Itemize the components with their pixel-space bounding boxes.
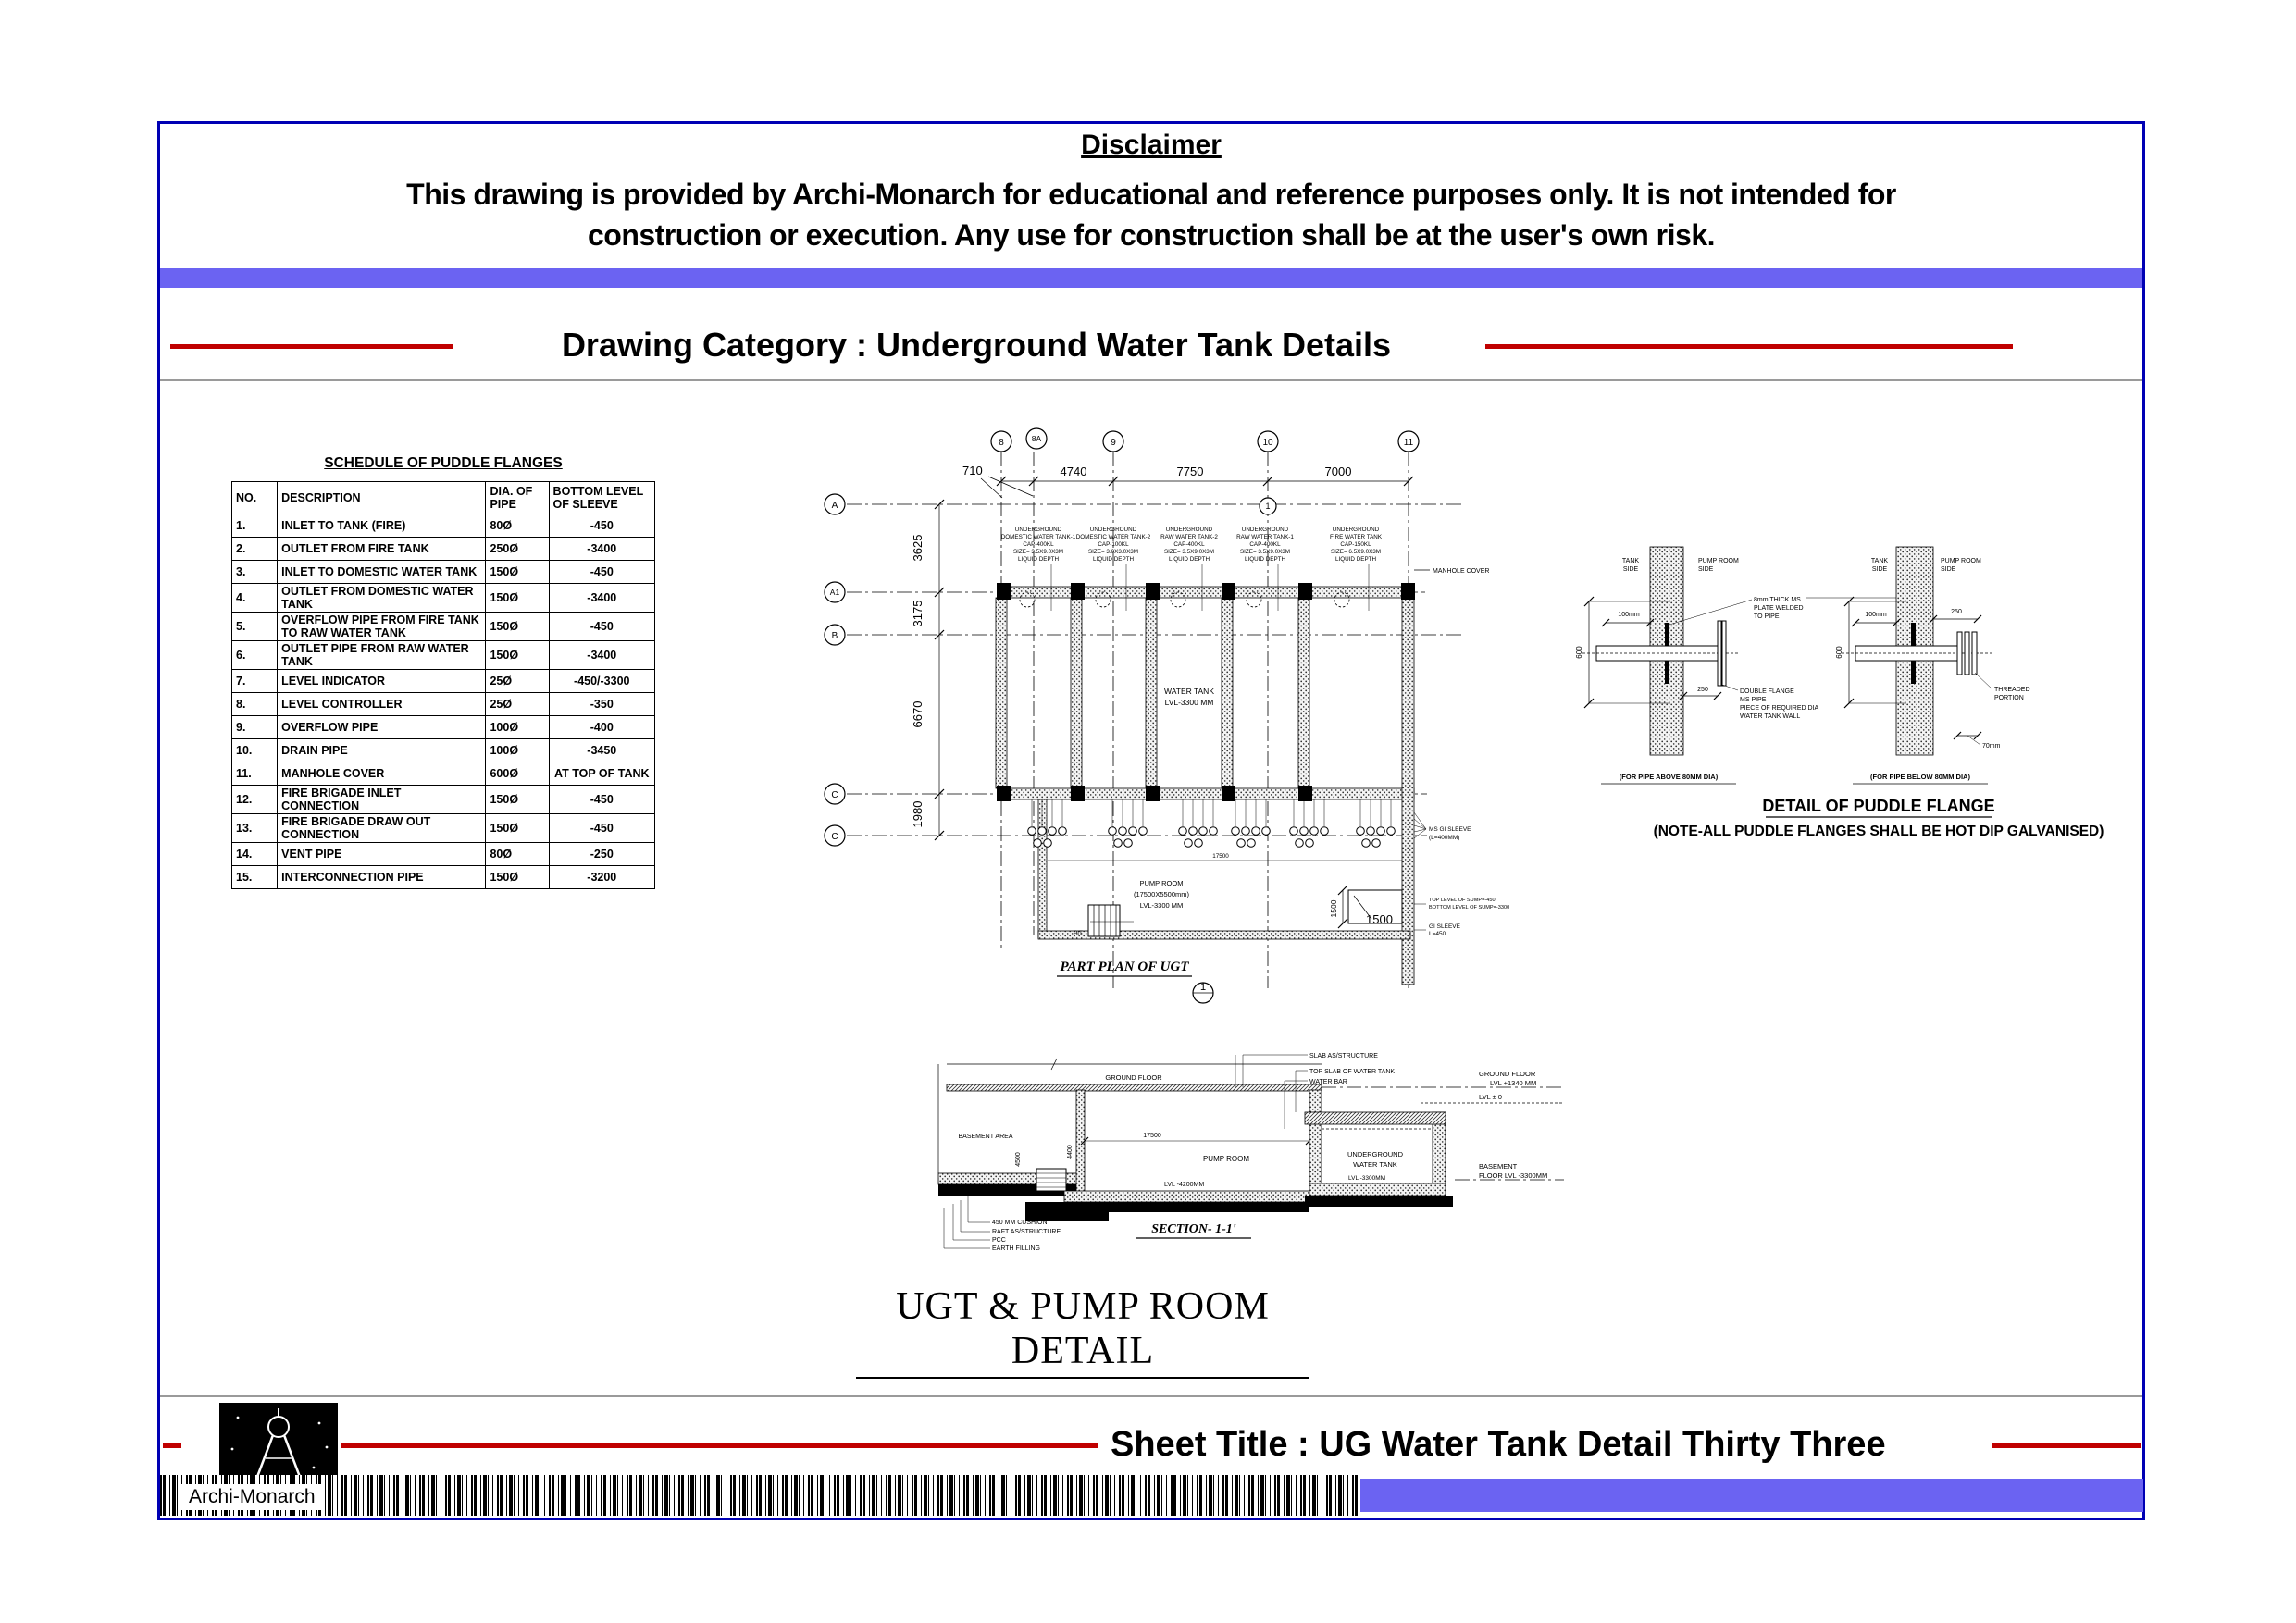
tank-label: RAW WATER TANK-1 (1236, 534, 1294, 540)
basement-area-label: BASEMENT AREA (958, 1134, 1013, 1140)
ug-tank-label: WATER TANK (1353, 1160, 1397, 1169)
schedule-cell: 14. (232, 843, 278, 866)
col-bottom-level: BOTTOM LEVEL OF SLEEVE (549, 482, 654, 514)
dim-250: 250 (1697, 687, 1708, 693)
schedule-cell: -3400 (549, 584, 654, 613)
schedule-cell: 250Ø (486, 538, 549, 561)
tank-label: UNDERGROUND (1332, 527, 1380, 533)
dim-7000: 7000 (1324, 465, 1352, 478)
threaded-portion-label: THREADED (1994, 687, 2030, 693)
schedule-cell: 150Ø (486, 814, 549, 843)
footer-rule-left (341, 1443, 1098, 1448)
tank-label: UNDERGROUND (1014, 527, 1062, 533)
tank-label: UNDERGROUND (1089, 527, 1137, 533)
dim-1500-v: 1500 (1329, 899, 1338, 918)
grid-bubble-label: 9 (1111, 438, 1116, 448)
schedule-row (232, 584, 655, 613)
schedule-cell: 25Ø (486, 670, 549, 693)
schedule-row (232, 786, 655, 814)
pipe-symbol (1139, 827, 1148, 836)
schedule-cell: 150Ø (486, 866, 549, 889)
schedule-cell: 4. (232, 584, 278, 613)
schedule-cell: 150Ø (486, 613, 549, 641)
schedule-cell: 80Ø (486, 843, 549, 866)
schedule-row (232, 716, 655, 739)
water-tank-label: WATER TANK (1164, 687, 1214, 696)
plate-note: 8mm THICK MS (1754, 597, 1801, 603)
pipe-symbol (1290, 827, 1298, 836)
schedule-cell: -3400 (549, 538, 654, 561)
slab-structure-label: SLAB AS/STRUCTURE (1309, 1053, 1378, 1059)
pipe-symbol (1237, 839, 1246, 848)
pipe-symbol (1179, 827, 1187, 836)
schedule-cell: 150Ø (486, 641, 549, 670)
schedule-cell: OUTLET FROM FIRE TANK (278, 538, 486, 561)
schedule-cell: -450 (549, 561, 654, 584)
plan-caption: PART PLAN OF UGT (1060, 960, 1189, 974)
grid-bubble-label: B (831, 631, 838, 641)
schedule-cell: 7. (232, 670, 278, 693)
pipe-symbol (1296, 839, 1304, 848)
tank-label: CAP-400KL (1023, 541, 1054, 548)
disclaimer-line2: construction or execution. Any use for construction shall be at the user's own risk. (588, 218, 1715, 252)
pipe-symbol (1377, 827, 1385, 836)
tank-side-label: TANK (1870, 558, 1889, 564)
pipe-symbol (1210, 827, 1218, 836)
barcode (160, 1475, 1359, 1516)
category-title: Drawing Category : Underground Water Tank Details (561, 326, 1392, 364)
header-accent-bar (160, 268, 2142, 288)
pipe-symbol (1199, 827, 1208, 836)
grid-bubble-label: 10 (1262, 438, 1273, 448)
pump-room-side-label: PUMP ROOM (1698, 558, 1739, 564)
pump-room-level: LVL-3300 MM (1139, 901, 1184, 910)
pipe-symbol (1119, 827, 1127, 836)
pipe-symbol (1059, 827, 1067, 836)
section-cut-marker: 1 (1199, 982, 1207, 993)
schedule-cell: -350 (549, 693, 654, 716)
schedule-cell: 5. (232, 613, 278, 641)
flange-detail-title: DETAIL OF PUDDLE FLANGE (1762, 797, 1995, 815)
basement-floor-label: BASEMENT (1479, 1162, 1518, 1171)
lvl-0-label: LVL ± 0 (1479, 1093, 1502, 1101)
part-plan-drawing (814, 416, 1518, 1046)
pipe-symbol (1109, 827, 1117, 836)
schedule-cell: INTERCONNECTION PIPE (278, 866, 486, 889)
water-bar-label: WATER BAR (1309, 1079, 1347, 1085)
schedule-cell: FIRE BRIGADE INLET CONNECTION (278, 786, 486, 814)
pump-room-side-label: PUMP ROOM (1941, 558, 1981, 564)
section-caption: SECTION- 1-1' (1151, 1222, 1236, 1236)
schedule-row (232, 866, 655, 889)
double-flange-note: DOUBLE FLANGE (1740, 688, 1794, 695)
tank-label: RAW WATER TANK-2 (1160, 534, 1218, 540)
ground-floor-label: GROUND FLOOR (1105, 1073, 1162, 1082)
gf-level-value: LVL +1340 MM (1490, 1079, 1537, 1087)
flange-detail-note: (NOTE-ALL PUDDLE FLANGES SHALL BE HOT DIP GALVANISED) (1653, 824, 2104, 839)
schedule-cell: 600Ø (486, 762, 549, 786)
basement-floor-value: FLOOR LVL -3300MM (1479, 1171, 1548, 1180)
pump-room-side-label: SIDE (1698, 566, 1714, 573)
dim-4400: 4400 (1067, 1145, 1074, 1159)
schedule-cell: -450/-3300 (549, 670, 654, 693)
dim-100mm: 100mm (1865, 612, 1887, 618)
tank-label: LIQUID DEPTH (1244, 556, 1286, 563)
schedule-row (232, 514, 655, 538)
schedule-cell: 150Ø (486, 561, 549, 584)
pipe-symbol (1310, 827, 1319, 836)
col-description: DESCRIPTION (278, 482, 486, 514)
manhole-cover-label: MANHOLE COVER (1433, 568, 1490, 575)
schedule-cell: FIRE BRIGADE DRAW OUT CONNECTION (278, 814, 486, 843)
tank-label: LIQUID DEPTH (1168, 556, 1210, 563)
tank-label: SIZE= 3.5X9.0X3M (1012, 549, 1064, 555)
schedule-cell: 150Ø (486, 786, 549, 814)
tank-side-label: SIDE (1622, 566, 1639, 573)
pump-room-side-label: SIDE (1941, 566, 1956, 573)
tank-label: LIQUID DEPTH (1334, 556, 1377, 563)
pump-room-level: LVL -4200MM (1164, 1182, 1205, 1188)
tank-label: SIZE= 6.5X9.0X3M (1330, 549, 1382, 555)
gf-level-label: GROUND FLOOR (1479, 1070, 1536, 1078)
footer-accent-bar (1360, 1479, 2143, 1512)
pipe-symbol (1362, 839, 1371, 848)
tank-side-label: SIDE (1871, 566, 1888, 573)
puddle-flange-schedule (231, 481, 655, 889)
pipe-symbol (1372, 839, 1381, 848)
grid-bubble-label: C (831, 790, 838, 800)
dim-250: 250 (1951, 609, 1962, 615)
schedule-cell: 6. (232, 641, 278, 670)
schedule-cell: DRAIN PIPE (278, 739, 486, 762)
schedule-cell: 8. (232, 693, 278, 716)
caption-below-80: (FOR PIPE BELOW 80MM DIA) (1870, 773, 1970, 781)
tank-label: CAP-100KL (1098, 541, 1129, 548)
plate-note: TO PIPE (1754, 613, 1780, 620)
pcc-label: PCC (992, 1237, 1006, 1244)
pipe-symbol (1049, 827, 1057, 836)
schedule-cell: OUTLET PIPE FROM RAW WATER TANK (278, 641, 486, 670)
puddle-flange-detail-drawing (1564, 514, 2193, 847)
main-drawing-title: UGT & PUMP ROOM DETAIL (856, 1284, 1309, 1379)
schedule-cell: INLET TO TANK (FIRE) (278, 514, 486, 538)
pipe-symbol (1232, 827, 1240, 836)
separator-line-top (160, 379, 2142, 381)
schedule-title: SCHEDULE OF PUDDLE FLANGES (324, 455, 563, 471)
dim-17500: 17500 (1212, 853, 1229, 860)
pipe-symbol (1247, 839, 1256, 848)
tank-label: CAP-400KL (1173, 541, 1205, 548)
pump-room-size: (17500X5500mm) (1133, 890, 1190, 898)
dim-710: 710 (962, 464, 983, 477)
section-drawing (916, 1041, 1564, 1291)
schedule-cell: OUTLET FROM DOMESTIC WATER TANK (278, 584, 486, 613)
pit-label: PIT (1074, 930, 1083, 936)
caption-above-80: (FOR PIPE ABOVE 80MM DIA) (1619, 773, 1719, 781)
dim-3175: 3175 (911, 600, 925, 627)
tank-label: LIQUID DEPTH (1017, 556, 1060, 563)
schedule-cell: MANHOLE COVER (278, 762, 486, 786)
pipe-symbol (1387, 827, 1396, 836)
dim-7750: 7750 (1176, 465, 1204, 478)
footer-rule-right (1992, 1443, 2141, 1448)
pipe-symbol (1034, 839, 1042, 848)
gi-sleeve-label: GI SLEEVE (1429, 923, 1460, 930)
pipe-symbol (1189, 827, 1198, 836)
schedule-row (232, 561, 655, 584)
tank-label: SIZE= 3.5X9.0X3M (1163, 549, 1215, 555)
schedule-cell: -450 (549, 814, 654, 843)
pipe-symbol (1252, 827, 1260, 836)
grid-bubble-label: A1 (829, 588, 840, 597)
schedule-cell: 100Ø (486, 739, 549, 762)
schedule-cell: 11. (232, 762, 278, 786)
schedule-cell: LEVEL CONTROLLER (278, 693, 486, 716)
category-rule-left (170, 344, 453, 349)
disclaimer-title: Disclaimer (1081, 130, 1222, 160)
schedule-cell: 100Ø (486, 716, 549, 739)
schedule-cell: -450 (549, 613, 654, 641)
dim-3625: 3625 (911, 534, 925, 562)
dim-4500: 4500 (1015, 1152, 1022, 1167)
raft-label: RAFT AS/STRUCTURE (992, 1229, 1061, 1235)
schedule-row (232, 641, 655, 670)
pipe-symbol (1367, 827, 1375, 836)
double-flange-note: PIECE OF REQUIRED DIA (1740, 705, 1819, 712)
schedule-cell: -400 (549, 716, 654, 739)
dim-17500: 17500 (1143, 1133, 1161, 1139)
sump-top-label: TOP LEVEL OF SUMP=-450 (1429, 898, 1496, 903)
col-dia: DIA. OF PIPE (486, 482, 549, 514)
pump-room-label: PUMP ROOM (1202, 1155, 1250, 1163)
schedule-cell: 25Ø (486, 693, 549, 716)
disclaimer-line1: This drawing is provided by Archi-Monarch for educational and reference purposes only. It is not intended for (406, 178, 1896, 211)
schedule-row (232, 843, 655, 866)
grid-bubble-label: 8 (999, 438, 1004, 448)
sleeve-length: (L=400MM) (1429, 835, 1460, 841)
schedule-cell: -450 (549, 786, 654, 814)
schedule-row (232, 613, 655, 641)
tank-label: SIZE= 3.0X3.0X3M (1087, 549, 1139, 555)
double-flange-note: WATER TANK WALL (1740, 713, 1801, 720)
schedule-row (232, 693, 655, 716)
schedule-cell: -250 (549, 843, 654, 866)
schedule-row (232, 762, 655, 786)
cushion-label: 450 MM CUSHION (992, 1220, 1048, 1226)
gi-sleeve-length: L=450 (1429, 931, 1446, 937)
tank-label: SIZE= 3.5X9.0X3M (1239, 549, 1291, 555)
schedule-row (232, 814, 655, 843)
schedule-cell: -450 (549, 514, 654, 538)
schedule-cell: 15. (232, 866, 278, 889)
schedule-row (232, 538, 655, 561)
schedule-cell: LEVEL INDICATOR (278, 670, 486, 693)
schedule-cell: 12. (232, 786, 278, 814)
dim-1980: 1980 (911, 800, 925, 828)
dim-6670: 6670 (911, 700, 925, 728)
tank-label: UNDERGROUND (1165, 527, 1213, 533)
dim-600: 600 (1575, 646, 1583, 659)
pipe-symbol (1124, 839, 1133, 848)
plate-note: PLATE WELDED (1754, 605, 1804, 612)
tank-label: FIRE WATER TANK (1329, 534, 1383, 540)
pipe-symbol (1357, 827, 1365, 836)
dim-70mm: 70mm (1982, 743, 2001, 750)
footer-rule-tick (163, 1443, 181, 1448)
pipe-symbol (1262, 827, 1271, 836)
pump-room-label: PUMP ROOM (1139, 879, 1184, 887)
grid-bubble-label: A (831, 501, 838, 511)
pipe-symbol (1114, 839, 1123, 848)
schedule-cell: -3450 (549, 739, 654, 762)
water-tank-level: LVL-3300 MM (1164, 698, 1214, 707)
pipe-symbol (1306, 839, 1314, 848)
earth-filling-label: EARTH FILLING (992, 1245, 1040, 1252)
pipe-symbol (1321, 827, 1329, 836)
brand-label: Archi-Monarch (181, 1484, 323, 1510)
grid-bubble-label: 11 (1403, 438, 1414, 448)
tank-label: LIQUID DEPTH (1092, 556, 1135, 563)
dim-100mm: 100mm (1618, 612, 1640, 618)
dim-1500-h: 1500 (1366, 912, 1393, 926)
schedule-cell: AT TOP OF TANK (549, 762, 654, 786)
ug-tank-label: UNDERGROUND (1347, 1150, 1403, 1158)
pipe-symbol (1038, 827, 1047, 836)
separator-line-bottom (160, 1395, 2142, 1397)
schedule-cell: 150Ø (486, 584, 549, 613)
tank-side-label: TANK (1621, 558, 1640, 564)
threaded-portion-label: PORTION (1994, 695, 2024, 701)
tank-label: DOMESTIC WATER TANK-1 (1000, 534, 1076, 540)
dim-600: 600 (1835, 646, 1843, 659)
col-no: NO. (232, 482, 278, 514)
schedule-cell: 2. (232, 538, 278, 561)
schedule-cell: 3. (232, 561, 278, 584)
pipe-symbol (1044, 839, 1052, 848)
schedule-cell: 9. (232, 716, 278, 739)
sheet-title: Sheet Title : UG Water Tank Detail Thirty Three (1111, 1425, 1886, 1464)
schedule-row (232, 670, 655, 693)
schedule-cell: -3400 (549, 641, 654, 670)
schedule-cell: OVERFLOW PIPE (278, 716, 486, 739)
pipe-symbol (1195, 839, 1203, 848)
pipe-symbol (1300, 827, 1309, 836)
sleeve-label: MS GI SLEEVE (1429, 826, 1471, 833)
schedule-cell: 80Ø (486, 514, 549, 538)
schedule-cell: -3200 (549, 866, 654, 889)
tank-label: CAP-400KL (1249, 541, 1281, 548)
category-rule-right (1485, 344, 2013, 349)
schedule-cell: OVERFLOW PIPE FROM FIRE TANK TO RAW WATER TANK (278, 613, 486, 641)
schedule-cell: VENT PIPE (278, 843, 486, 866)
pipe-symbol (1185, 839, 1193, 848)
top-slab-label: TOP SLAB OF WATER TANK (1309, 1069, 1396, 1075)
pipe-symbol (1028, 827, 1036, 836)
grid-bubble-label: 8A (1031, 434, 1042, 443)
tank-label: CAP-150KL (1340, 541, 1371, 548)
tank-label: UNDERGROUND (1241, 527, 1289, 533)
tank-label: DOMESTIC WATER TANK-2 (1075, 534, 1151, 540)
pipe-symbol (1129, 827, 1137, 836)
section-marker: 1 (1265, 502, 1271, 511)
schedule-row (232, 739, 655, 762)
tank-floor-level: LVL -3300MM (1348, 1175, 1386, 1182)
schedule-cell: 10. (232, 739, 278, 762)
schedule-cell: 13. (232, 814, 278, 843)
dim-4740: 4740 (1060, 465, 1087, 478)
double-flange-note: MS PIPE (1740, 697, 1767, 703)
sump-bottom-label: BOTTOM LEVEL OF SUMP=-3300 (1429, 905, 1510, 911)
schedule-header (232, 482, 655, 514)
grid-bubble-label: C (831, 832, 838, 842)
pipe-symbol (1242, 827, 1250, 836)
schedule-cell: INLET TO DOMESTIC WATER TANK (278, 561, 486, 584)
schedule-cell: 1. (232, 514, 278, 538)
